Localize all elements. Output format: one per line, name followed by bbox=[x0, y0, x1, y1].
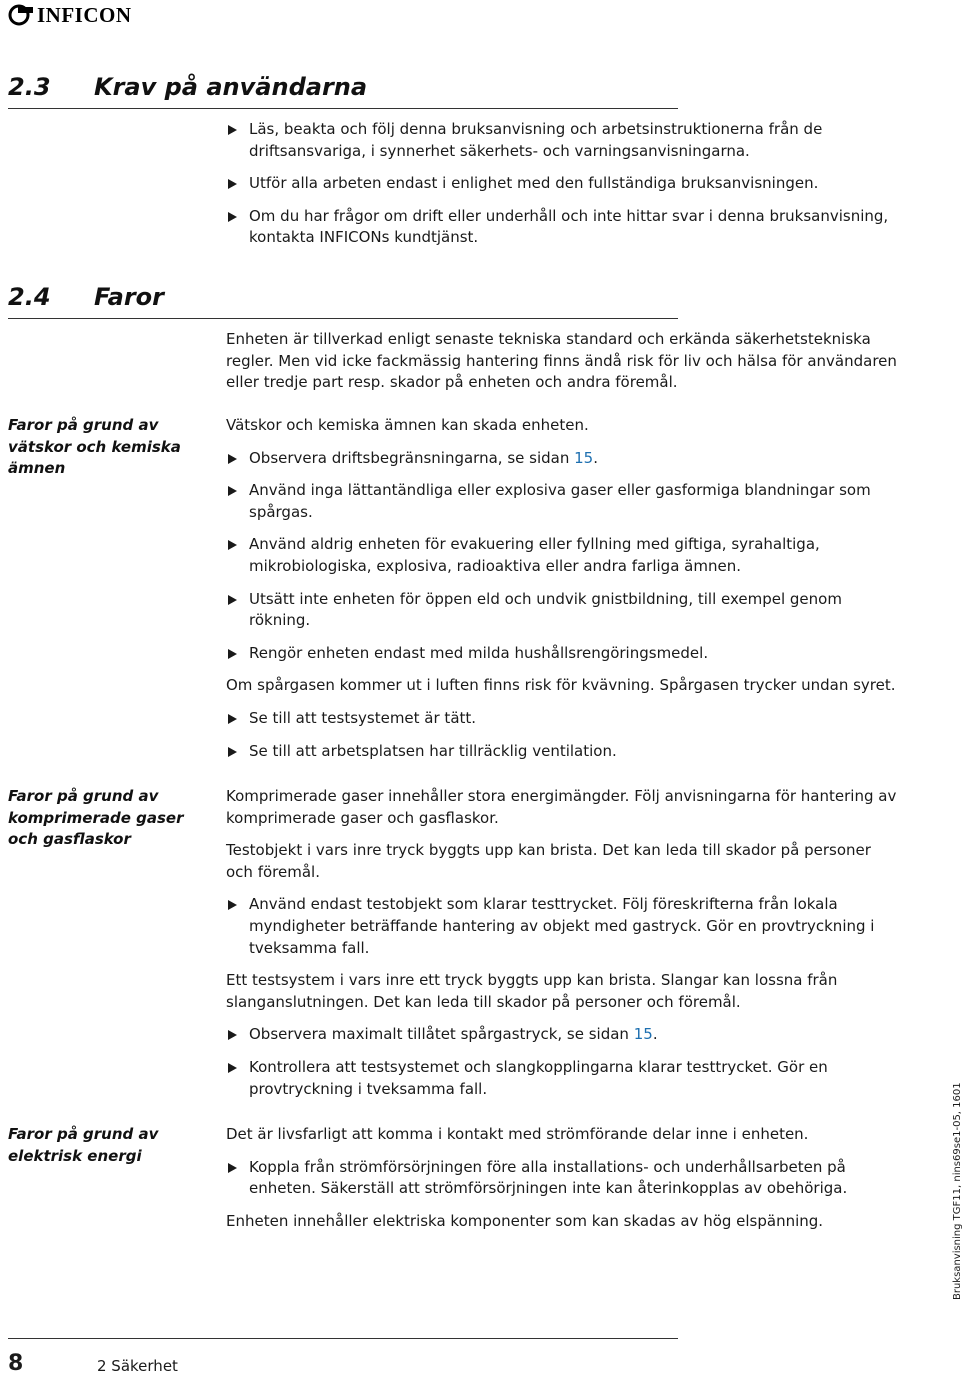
section-2-4-intro bbox=[226, 329, 898, 394]
electric-heading: Faror på grund av elektrisk energi bbox=[8, 1125, 159, 1165]
list-item: Utför alla arbeten endast i enlighet med den fullständiga bruksanvisningen. bbox=[226, 173, 898, 195]
page-number: 8 bbox=[8, 1351, 24, 1376]
list-item: Kontrollera att testsystemet och slangkopplingarna klarar testtrycket. Gör en provtryckning i tveksamma fall. bbox=[226, 1057, 898, 1100]
list-item: Se till att testsystemet är tätt. bbox=[226, 708, 898, 730]
list-item: Använd inga lättantändliga eller explosiva gaser eller gasformiga blandningar som spårgas. bbox=[226, 480, 898, 523]
paragraph: Komprimerade gaser innehåller stora energimängder. Följ anvisningarna för hantering av komprimerade gaser och gasflaskor. bbox=[226, 787, 897, 827]
paragraph: Enheten innehåller elektriska komponenter som kan skadas av hög elspänning. bbox=[226, 1211, 824, 1230]
paragraph: Det är livsfarligt att komma i kontakt med strömförande delar inne i enheten. bbox=[226, 1125, 809, 1143]
list-item: Observera driftsbegränsningarna, se sidan 15. bbox=[226, 448, 898, 470]
inficon-logo-icon bbox=[8, 4, 34, 26]
section-2-3-body bbox=[226, 119, 898, 249]
liquids-heading: Faror på grund av vätskor och kemiska ämnen bbox=[8, 416, 181, 478]
paragraph: Testobjekt i vars inre tryck byggts upp kan brista. Det kan leda till skador på personer och föremål. bbox=[226, 841, 871, 881]
electric-body bbox=[226, 1124, 898, 1232]
section-2-4-number: 2.4 bbox=[8, 283, 51, 311]
section-2-3-title: Krav på användarna bbox=[94, 73, 368, 101]
logo-text: INFICON bbox=[37, 3, 132, 27]
list-item: Observera maximalt tillåtet spårgastryck, se sidan 15. bbox=[226, 1024, 898, 1046]
inficon-logo bbox=[8, 4, 132, 26]
gases-heading: Faror på grund av komprimerade gaser och gasflaskor bbox=[8, 787, 184, 849]
gases-body bbox=[226, 786, 898, 1100]
page-link[interactable]: 15 bbox=[574, 448, 594, 467]
list-item: Se till att arbetsplatsen har tillräcklig ventilation. bbox=[226, 741, 898, 763]
chapter-label: 2 Säkerhet bbox=[97, 1357, 178, 1375]
intro-paragraph: Enheten är tillverkad enligt senaste tekniska standard och erkända säkerhetstekniska regler. Men vid icke fackmässig hantering finns ändå risk för liv och hälsa för användaren eller tredje part resp. skador på enheten och andra föremål. bbox=[226, 330, 897, 392]
liquids-body bbox=[226, 415, 898, 762]
paragraph: Om spårgasen kommer ut i luften finns risk för kvävning. Spårgasen trycker undan syret. bbox=[226, 676, 896, 695]
section-2-4-title: Faror bbox=[94, 283, 164, 311]
list-item: Om du har frågor om drift eller underhåll och inte hittar svar i denna bruksanvisning, kontakta INFICONs kundtjänst. bbox=[226, 206, 898, 249]
list-item: Rengör enheten endast med milda hushållsrengöringsmedel. bbox=[226, 643, 898, 665]
list-item: Koppla från strömförsörjningen före alla installations- och underhållsarbeten på enheten. Säkerställ att strömförsörjningen inte kan återinkopplas av obehöriga. bbox=[226, 1157, 898, 1200]
section-2-4-rule bbox=[8, 318, 678, 319]
document-id-vertical: Bruksanvisning TGF11, nins69se1-05, 1601 bbox=[952, 1082, 963, 1300]
list-item: Använd endast testobjekt som klarar testtrycket. Följ föreskrifterna från lokala myndigheter beträffande hantering av objekt med gastryck. Gör en provtryckning i tveksamma fall. bbox=[226, 894, 898, 959]
section-2-3-rule bbox=[8, 108, 678, 109]
paragraph: Vätskor och kemiska ämnen kan skada enheten. bbox=[226, 416, 589, 434]
list-item: Använd aldrig enheten för evakuering eller fyllning med giftiga, syrahaltiga, mikrobiologiska, explosiva, radioaktiva eller andra farliga ämnen. bbox=[226, 534, 898, 577]
page-link[interactable]: 15 bbox=[633, 1025, 653, 1044]
section-2-3-number: 2.3 bbox=[8, 73, 51, 101]
footer-rule bbox=[8, 1338, 678, 1339]
paragraph: Ett testsystem i vars inre ett tryck byggts upp kan brista. Slangar kan lossna från slanganslutningen. Det kan leda till skador på personer och föremål. bbox=[226, 971, 838, 1011]
list-item: Utsätt inte enheten för öppen eld och undvik gnistbildning, till exempel genom rökning. bbox=[226, 589, 898, 632]
list-item: Läs, beakta och följ denna bruksanvisning och arbetsinstruktionerna från de driftsansvariga, i synnerhet säkerhets- och varningsanvisningarna. bbox=[226, 119, 898, 162]
